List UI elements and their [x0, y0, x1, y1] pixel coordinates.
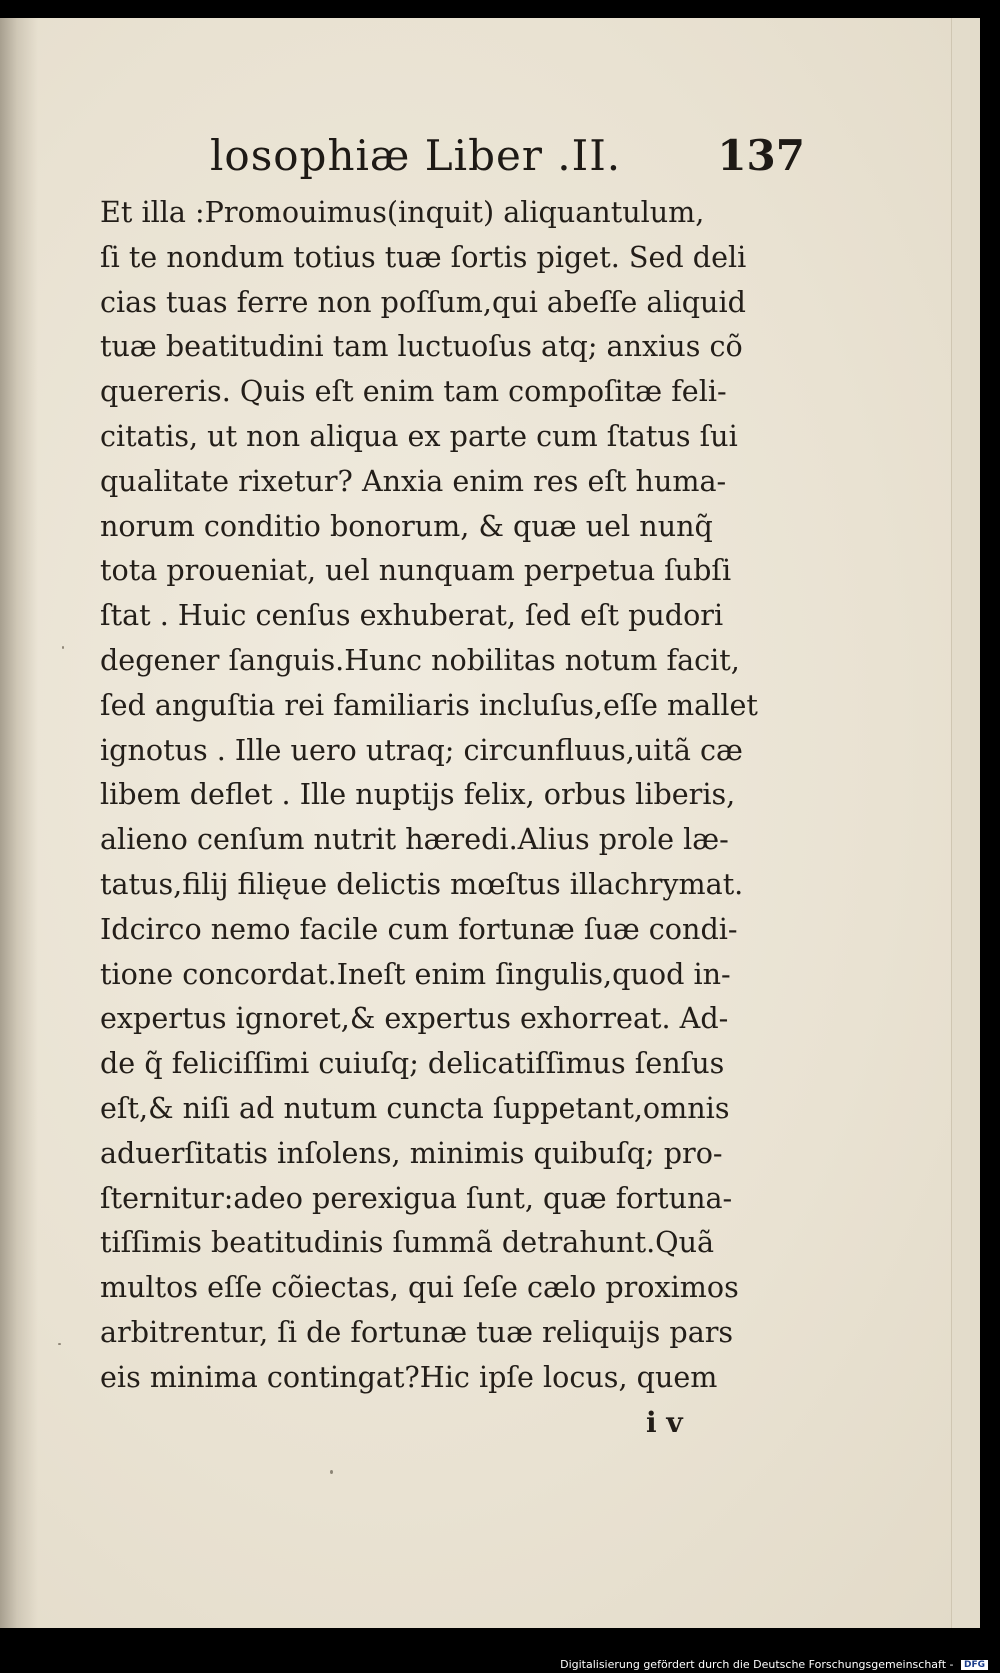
paper-speck [58, 1343, 61, 1345]
text-line: ſternitur:adeo perexigua ſunt, quæ fortuna- [100, 1180, 733, 1215]
credit-text: Digitalisierung gefördert durch die Deutsche Forschungsgemeinschaft - [560, 1658, 954, 1671]
dfg-logo: DFG [961, 1660, 988, 1670]
text-line: ſi te nondum totius tuæ ſortis piget. Sed deli [100, 239, 747, 274]
text-line: tione concordat.Ineſt enim ſingulis,quod in- [100, 956, 731, 991]
text-line: arbitrentur, ſi de fortunæ tuæ reliquijs pars [100, 1314, 734, 1349]
body-text [100, 190, 805, 1400]
text-line: norum conditio bonorum, & quæ uel nunq̃ [100, 508, 713, 543]
text-line: qualitate rixetur? Anxia enim res eſt huma- [100, 463, 727, 498]
running-head [100, 126, 805, 186]
text-line: expertus ignoret,& expertus exhorreat. Ad- [100, 1001, 729, 1036]
paper-speck [330, 1470, 333, 1474]
digitization-credit [560, 1658, 988, 1671]
text-line: cias tuas ferre non poſſum,qui abeſſe aliquid [100, 284, 746, 319]
text-line: alieno cenſum nutrit hæredi.Alius prole læ- [100, 822, 729, 857]
book-page [0, 18, 980, 1628]
text-line: tatus,filij filięue delictis mœſtus illachrymat. [100, 866, 744, 901]
text-line: Idcirco nemo facile cum fortunæ ſuæ condi- [100, 911, 738, 946]
text-line: Et illa :Promouimus(inquit) aliquantulum, [100, 195, 705, 229]
text-line: libem deflet . Ille nuptijs felix, orbus liberis, [100, 777, 736, 812]
text-line: de q̃ feliciſſimi cuiuſq; delicatiſſimus ſenſus [100, 1046, 725, 1081]
text-line: ſtat . Huic cenſus exhuberat, ſed eſt pudori [100, 598, 724, 633]
text-line: citatis, ut non aliqua ex parte cum ſtatus ſui [100, 418, 738, 453]
signature-mark: i v [646, 1406, 683, 1439]
text-line: tota proueniat, uel nunquam perpetua ſubſi [100, 553, 732, 588]
text-line: eſt,& niſi ad nutum cuncta ſuppetant,omnis [100, 1090, 730, 1125]
text-line: aduerſitatis inſolens, minimis quibuſq; pro- [100, 1135, 723, 1170]
text-line: ignotus . Ille uero utraq; circunfluus,uitã cæ [100, 732, 743, 767]
paper-speck [62, 646, 64, 649]
page-number: 137 [717, 131, 805, 180]
text-line: tiſſimis beatitudinis ſummã detrahunt.Quã [100, 1225, 715, 1260]
text-line: quereris. Quis eſt enim tam compoſitæ feli- [100, 374, 727, 409]
gutter-shadow [0, 18, 38, 1628]
running-title: losophiæ Liber .II. [210, 131, 622, 180]
text-line: ſed anguſtia rei familiaris incluſus,eſſe mallet [100, 687, 758, 722]
text-line: degener ſanguis.Hunc nobilitas notum facit, [100, 642, 740, 677]
page-edge [951, 18, 980, 1628]
text-line: eis minima contingat?Hic ipſe locus, quem [100, 1359, 718, 1394]
text-line: tuæ beatitudini tam luctuoſus atq; anxius cõ [100, 329, 743, 364]
text-line: multos eſſe cõiectas, qui ſeſe cælo proximos [100, 1270, 739, 1305]
